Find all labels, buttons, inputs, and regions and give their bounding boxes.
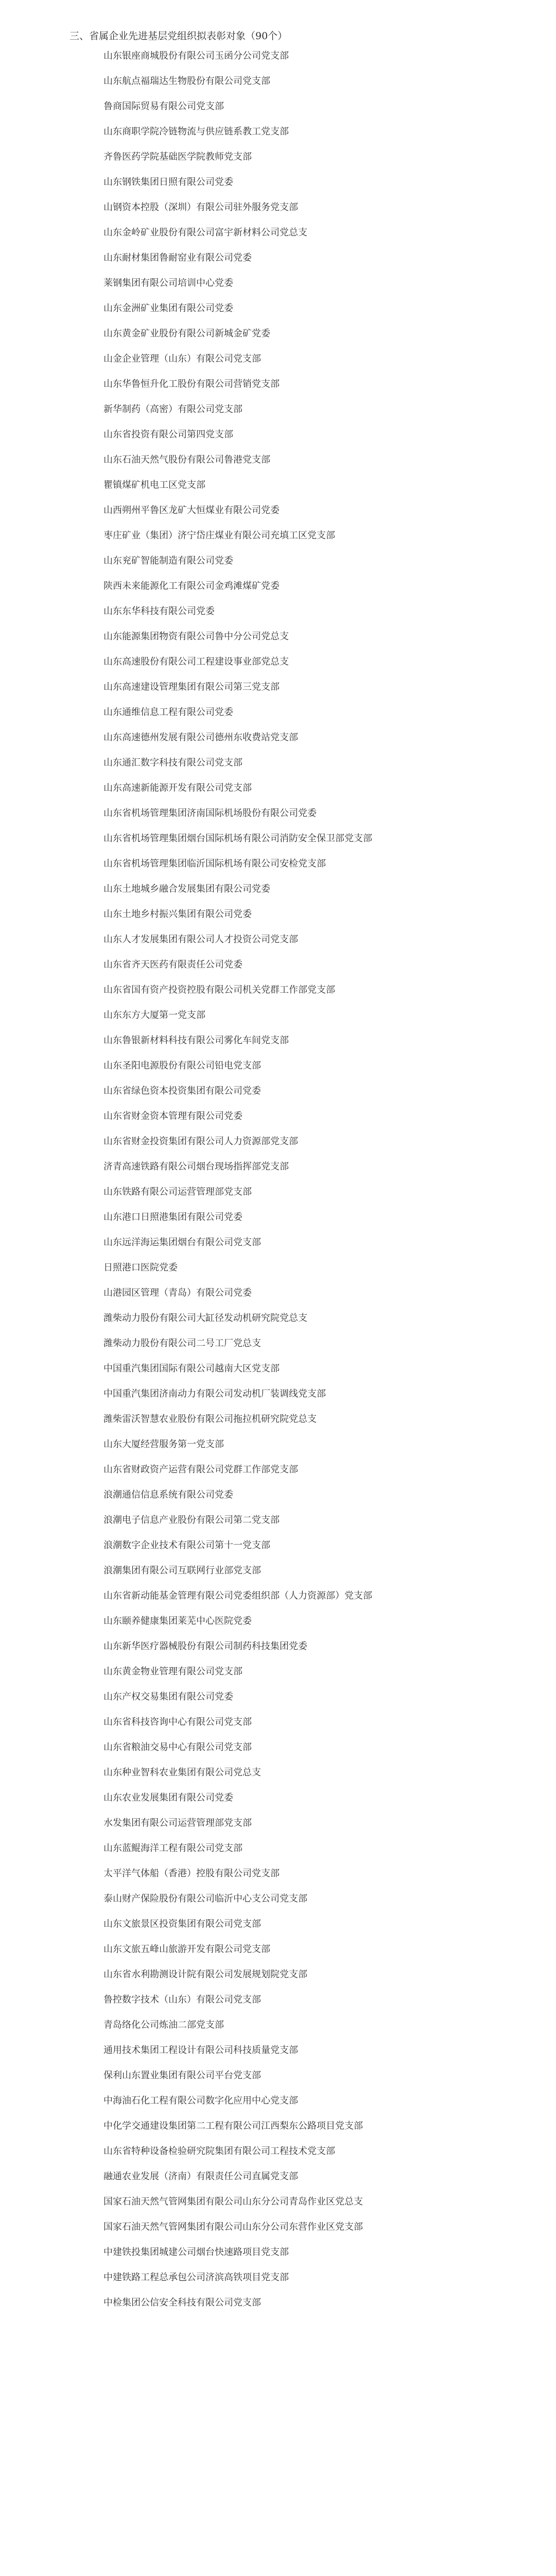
list-item: 陕西未来能源化工有限公司金鸡滩煤矿党委 (103, 581, 280, 591)
list-item: 山东大厦经营服务第一党支部 (103, 1439, 224, 1450)
list-item: 日照港口医院党委 (103, 1262, 178, 1273)
list-item: 潍柴动力股份有限公司二号工厂党总支 (103, 1338, 261, 1349)
list-item: 山东东华科技有限公司党委 (103, 606, 215, 617)
list-item: 山东省绿色资本投资集团有限公司党委 (103, 1086, 261, 1096)
list-item: 山东产权交易集团有限公司党委 (103, 1691, 233, 1702)
list-item: 山东鲁银新材料科技有限公司雾化车间党支部 (103, 1035, 289, 1046)
list-item: 山东新华医疗器械股份有限公司制药科技集团党委 (103, 1641, 307, 1652)
list-item: 中建铁路工程总承包公司济滨高铁项目党支部 (103, 2272, 289, 2283)
list-item: 保利山东置业集团有限公司平台党支部 (103, 2070, 261, 2081)
list-item: 山东石油天然气股份有限公司鲁港党支部 (103, 454, 270, 465)
list-item-text: 国家石油天然气管网集团有限公司山东分公司东营作业区党支部 (103, 2222, 363, 2232)
list-item: 潍柴动力股份有限公司大缸径发动机研究院党总支 (103, 1313, 307, 1324)
list-item: 浪潮集团有限公司互联网行业部党支部 (103, 1565, 261, 1576)
list-item: 山西朔州平鲁区龙矿大恒煤业有限公司党委 (103, 505, 280, 516)
section-heading: 三、省属企业先进基层党组织拟表彰对象（90个） (70, 30, 288, 42)
list-item: 山东人才发展集团有限公司人才投资公司党支部 (103, 934, 298, 945)
list-item: 鲁商国际贸易有限公司党支部 (103, 101, 224, 112)
list-item: 山东高速建设管理集团有限公司第三党支部 (103, 682, 280, 692)
list-item: 齐鲁医药学院基础医学院教师党支部 (103, 151, 252, 162)
list-item: 山金企业管理（山东）有限公司党支部 (103, 353, 261, 364)
list-item: 山东港口日照港集团有限公司党委 (103, 1212, 242, 1223)
list-item: 山东省投资有限公司第四党支部 (103, 429, 233, 440)
list-item: 山东金洲矿业集团有限公司党委 (103, 303, 233, 314)
list-item: 水发集团有限公司运营管理部党支部 (103, 1818, 252, 1828)
list-item: 山东耐材集团鲁耐窑业有限公司党委 (103, 252, 252, 263)
list-item: 山东铁路有限公司运营管理部党支部 (103, 1187, 252, 1197)
list-item: 山东省科技咨询中心有限公司党支部 (103, 1717, 252, 1727)
list-item: 山东高速新能源开发有限公司党支部 (103, 783, 252, 793)
list-item-text: 国家石油天然气管网集团有限公司山东分公司青岛作业区党总支 (103, 2196, 363, 2207)
list-item: 山东通维信息工程有限公司党委 (103, 707, 233, 718)
list-item (70, 2221, 486, 2246)
list-item: 枣庄矿业（集团）济宁岱庄煤业有限公司充填工区党支部 (103, 530, 335, 541)
list-item: 山东农业发展集团有限公司党委 (103, 1792, 233, 1803)
list-item: 泰山财产保险股份有限公司临沂中心支公司党支部 (103, 1893, 307, 1904)
list-item: 中国重汽集团济南动力有限公司发动机厂装调线党支部 (103, 1388, 326, 1399)
list-item: 山东高速股份有限公司工程建设事业部党总支 (103, 656, 289, 667)
list-item: 山东东方大厦第一党支部 (103, 1010, 205, 1021)
list-item-text: 山东省机场管理集团烟台国际机场有限公司消防安全保卫部党支部 (103, 833, 372, 844)
list-item: 山东省机场管理集团济南国际机场股份有限公司党委 (103, 808, 317, 819)
list-item: 融通农业发展（济南）有限责任公司直属党支部 (103, 2171, 298, 2182)
list-item: 山东省财金投资集团有限公司人力资源部党支部 (103, 1136, 298, 1147)
list-item: 中建铁投集团城建公司烟台快速路项目党支部 (103, 2247, 289, 2258)
list-item: 山东省财金资本管理有限公司党委 (103, 1111, 242, 1122)
list-item: 山东省齐天医药有限责任公司党委 (103, 959, 242, 970)
list-item (70, 1589, 486, 1615)
list-item: 山东钢铁集团日照有限公司党委 (103, 177, 233, 188)
list-item: 山东种业智科农业集团有限公司党总支 (103, 1767, 261, 1778)
list-item-text: 山东省新动能基金管理有限公司党委组织部（人力资源部）党支部 (103, 1590, 372, 1601)
list-item: 山东省水利勘测设计院有限公司发展规划院党支部 (103, 1969, 307, 1980)
commendation-list (70, 49, 486, 2321)
list-item: 浪潮数字企业技术有限公司第十一党支部 (103, 1540, 270, 1551)
list-item: 浪潮电子信息产业股份有限公司第二党支部 (103, 1515, 280, 1526)
list-item: 山东通汇数字科技有限公司党支部 (103, 757, 242, 768)
list-item: 山东省国有资产投资控股有限公司机关党群工作部党支部 (103, 985, 335, 995)
list-item (70, 832, 486, 857)
list-item: 山东省特种设备检验研究院集团有限公司工程技术党支部 (103, 2146, 335, 2157)
list-item: 山东圣阳电源股份有限公司铅电党支部 (103, 1060, 261, 1071)
list-item: 山东商职学院冷链物流与供应链系教工党支部 (103, 126, 289, 137)
list-item: 山东黄金物业管理有限公司党支部 (103, 1666, 242, 1677)
list-item: 山东远洋海运集团烟台有限公司党支部 (103, 1237, 261, 1248)
list-item: 山东土地乡村振兴集团有限公司党委 (103, 909, 252, 920)
list-item: 瞿镇煤矿机电工区党支部 (103, 480, 205, 490)
list-item: 山东华鲁恒升化工股份有限公司营销党支部 (103, 379, 280, 389)
list-item: 山东土地城乡融合发展集团有限公司党委 (103, 884, 270, 894)
list-item: 潍柴雷沃智慧农业股份有限公司拖拉机研究院党总支 (103, 1414, 317, 1425)
list-item: 中检集团公信安全科技有限公司党支部 (103, 2297, 261, 2308)
list-item: 浪潮通信信息系统有限公司党委 (103, 1489, 233, 1500)
list-item: 中海油石化工程有限公司数字化应用中心党支部 (103, 2095, 298, 2106)
list-item: 山东颐养健康集团莱芜中心医院党委 (103, 1616, 252, 1626)
list-item: 新华制药（高密）有限公司党支部 (103, 404, 242, 415)
list-item: 山东黄金矿业股份有限公司新城金矿党委 (103, 328, 270, 339)
list-item: 莱钢集团有限公司培训中心党委 (103, 278, 233, 289)
list-item: 山东航点福瑞达生物股份有限公司党支部 (103, 76, 270, 87)
list-item (70, 2120, 486, 2145)
list-item: 山东蓝鲲海洋工程有限公司党支部 (103, 1843, 242, 1854)
list-item: 山东文旅景区投资集团有限公司党支部 (103, 1919, 261, 1929)
list-item: 山东文旅五峰山旅游开发有限公司党支部 (103, 1944, 270, 1955)
list-item: 山东兖矿智能制造有限公司党委 (103, 555, 233, 566)
list-item: 青岛络化公司炼油二部党支部 (103, 2020, 224, 2030)
list-item: 通用技术集团工程设计有限公司科技质量党支部 (103, 2045, 298, 2056)
list-item: 山东省机场管理集团临沂国际机场有限公司安检党支部 (103, 858, 326, 869)
list-item: 山港园区管理（青岛）有限公司党委 (103, 1287, 252, 1298)
list-item: 中国重汽集团国际有限公司越南大区党支部 (103, 1363, 280, 1374)
list-item: 济青高速铁路有限公司烟台现场指挥部党支部 (103, 1161, 289, 1172)
list-item: 山东银座商城股份有限公司玉函分公司党支部 (103, 50, 289, 61)
list-item: 山钢资本控股（深圳）有限公司驻外服务党支部 (103, 202, 298, 213)
list-item: 山东高速德州发展有限公司德州东收费站党支部 (103, 732, 298, 743)
list-item (70, 2195, 486, 2221)
list-item: 太平洋气体船（香港）控股有限公司党支部 (103, 1868, 280, 1879)
list-item: 山东省财政资产运营有限公司党群工作部党支部 (103, 1464, 298, 1475)
list-item: 鲁控数字技术（山东）有限公司党支部 (103, 1994, 261, 2005)
list-item: 山东能源集团物资有限公司鲁中分公司党总支 (103, 631, 289, 642)
list-item-text: 中化学交通建设集团第二工程有限公司江西梨东公路项目党支部 (103, 2121, 363, 2131)
list-item: 山东省粮油交易中心有限公司党支部 (103, 1742, 252, 1753)
list-item: 山东金岭矿业股份有限公司富宇新材料公司党总支 (103, 227, 307, 238)
